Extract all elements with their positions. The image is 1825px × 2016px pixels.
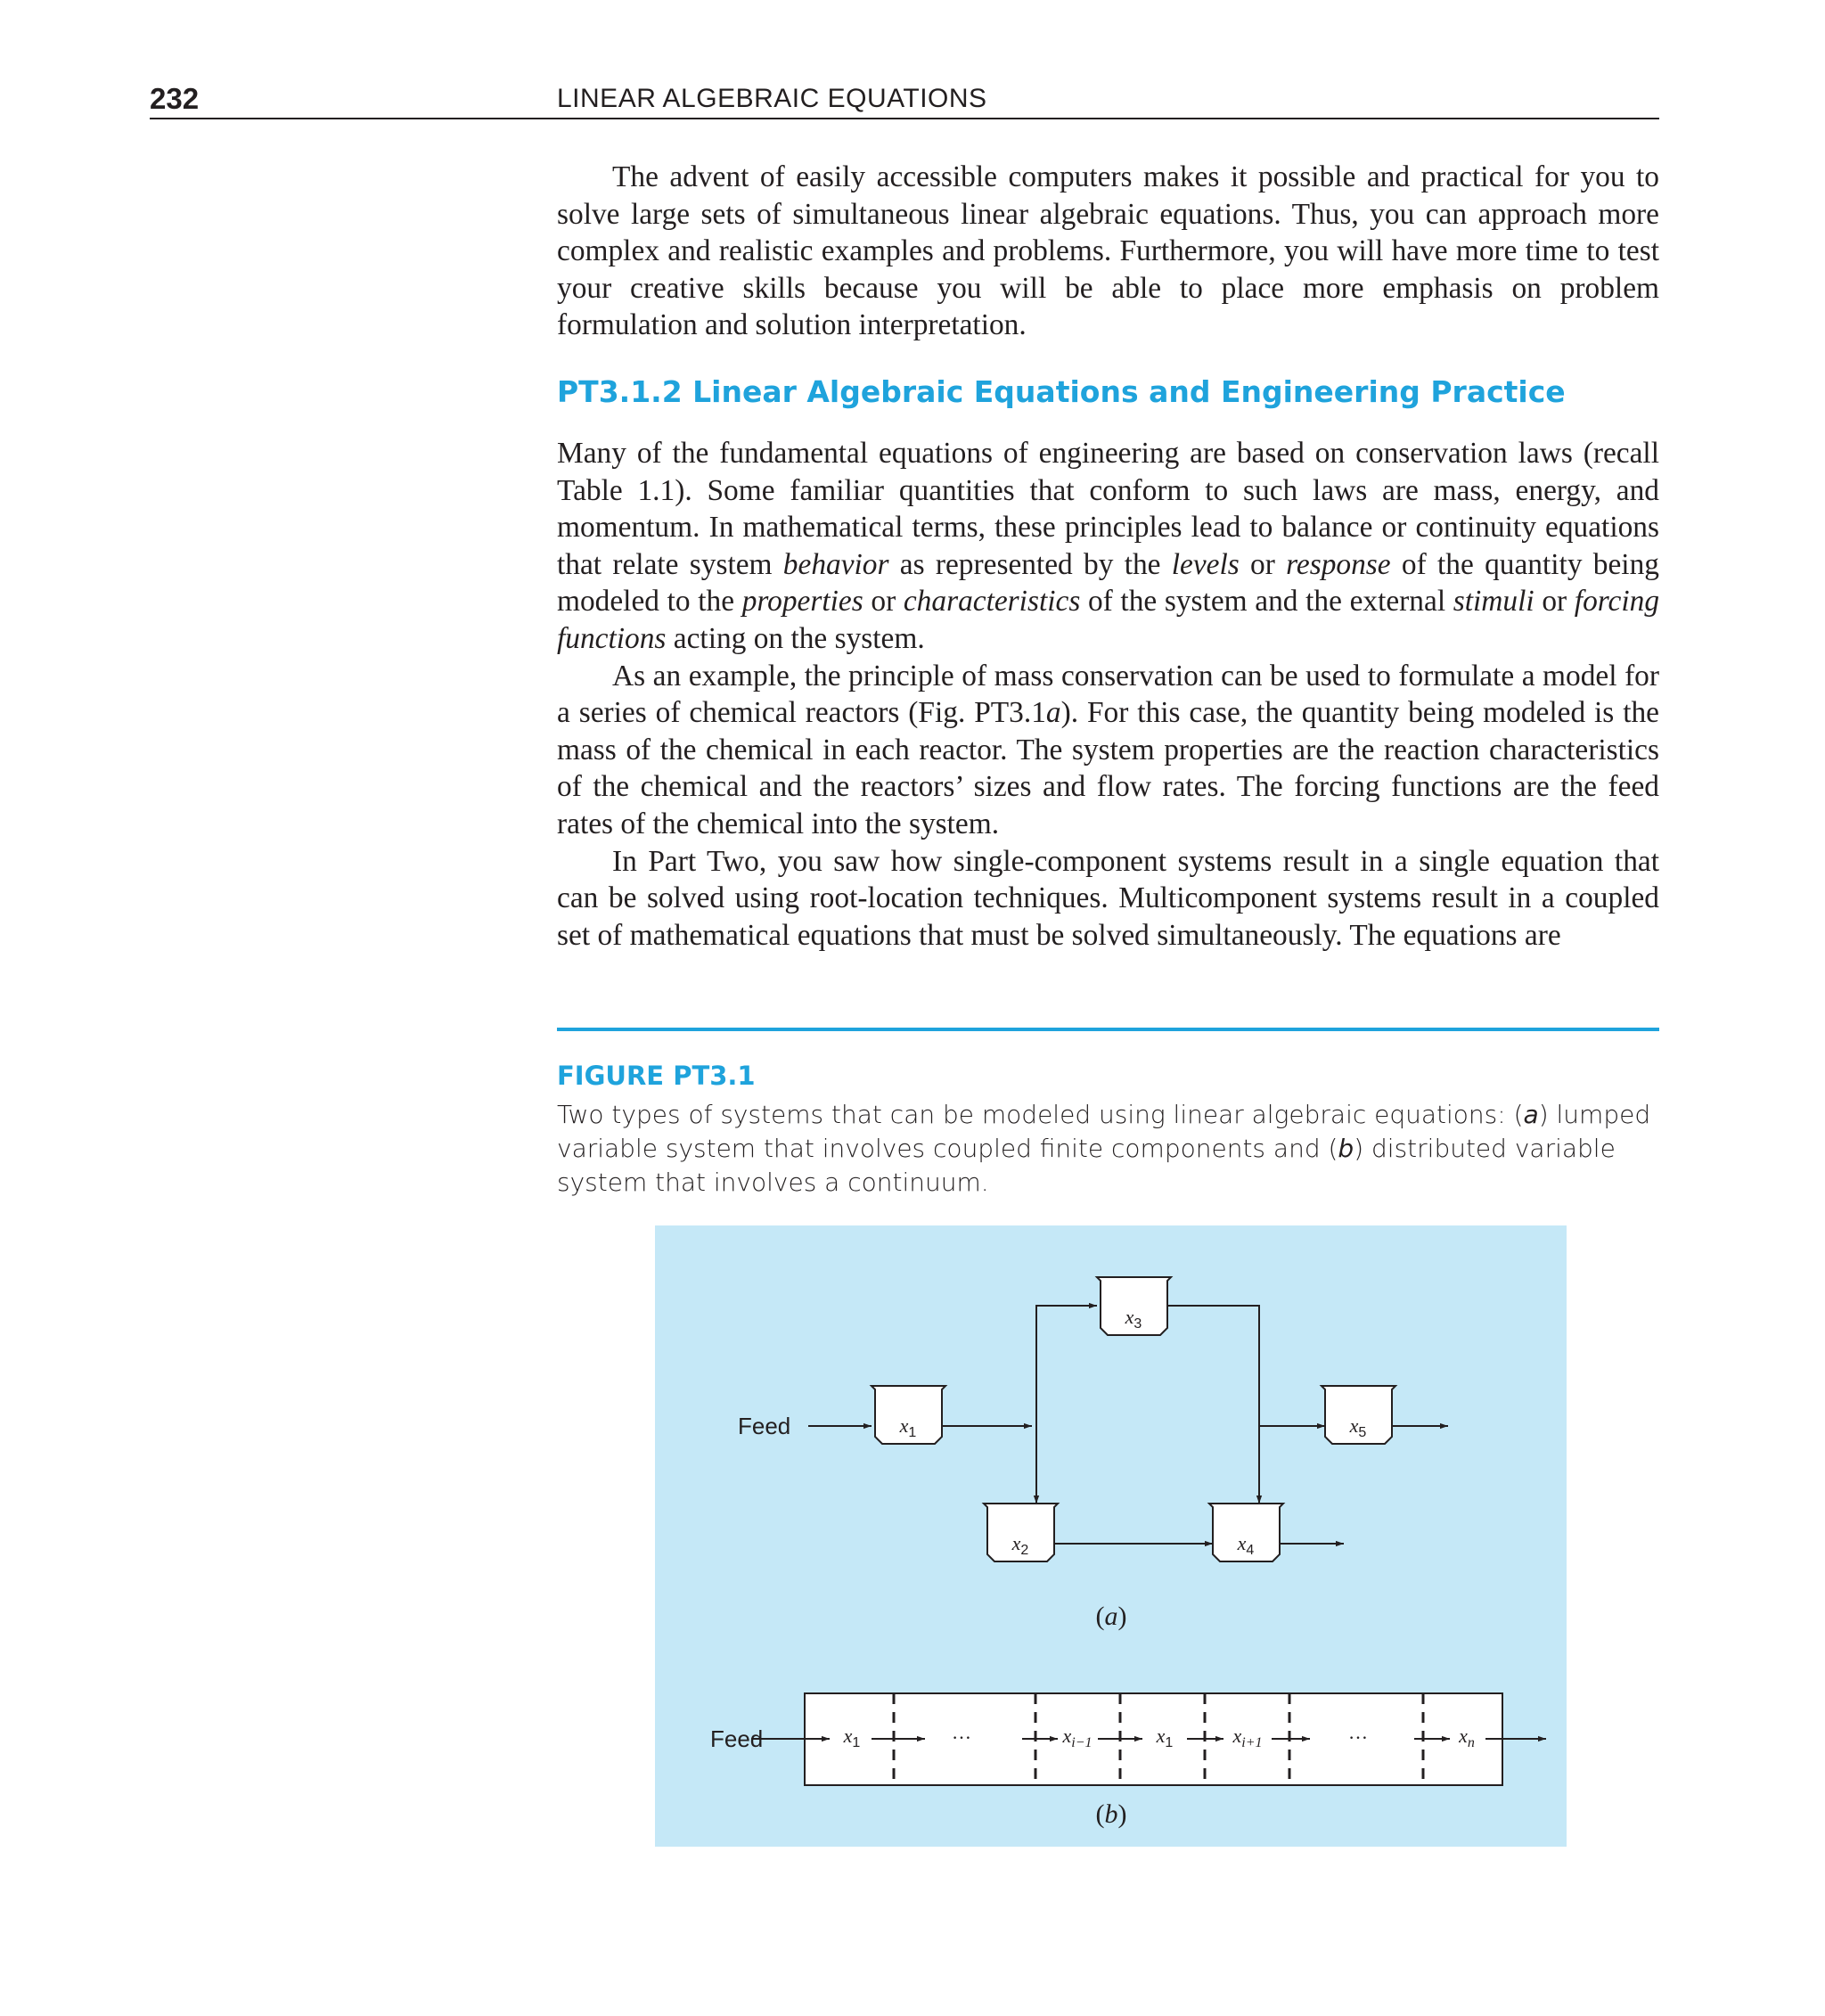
panel-label-b: (b) (1095, 1799, 1127, 1829)
paragraph-conservation-laws: Many of the fundamental equations of engineering are based on conservation laws (recall Table 1.1). Some familiar quantities that conform to such laws are mass, energy, and momentum. In mathematical terms, these principles lead to balance or continuity equations that relate system behavior as represented by the levels or response of the quantity being modeled to the properties or characteristics of the system and the external stimuli or forcing functions acting on the system. (557, 437, 1660, 655)
figure-label: FIGURE PT3.1 (557, 1061, 756, 1091)
running-title: LINEAR ALGEBRAIC EQUATIONS (557, 84, 987, 113)
term-response: response (1286, 547, 1391, 581)
cell-xi-minus-1: $x_{i-1}$ (1062, 1725, 1093, 1750)
page-number: 232 (150, 82, 200, 115)
term-stimuli: stimuli (1453, 585, 1534, 619)
section-heading: PT3.1.2 Linear Algebraic Equations and Engineering Practice (557, 374, 1566, 409)
term-forcing-functions: forcing functions (557, 585, 1660, 655)
reactor-x4 (1209, 1504, 1283, 1561)
term-behavior: behavior (782, 547, 889, 581)
svg-text:x3: $x_3$ (1125, 1306, 1142, 1332)
svg-text:x1: $x_1$ (899, 1414, 917, 1440)
term-properties: properties (741, 585, 863, 619)
feed-label-a: Feed (738, 1413, 791, 1439)
reactor-x3 (1097, 1277, 1171, 1335)
figure-diagram (655, 1225, 1567, 1847)
intro-block (557, 159, 1659, 344)
diagram-svg (655, 1225, 1567, 1847)
svg-text:x2: $x_2$ (1011, 1532, 1029, 1558)
paragraph-mass-conservation: As an example, the principle of mass conservation can be used to formulate a model for a series of chemical reactors (Fig. PT3.1a). For this case, the quantity being modeled is the mass of the chemical in each reactor. The system properties are the reaction characteristics of the chemical and the reactors’ sizes and flow rates. The forcing functions are the feed rates of the chemical into the system. (557, 659, 1659, 840)
cell-xn: $x_n$ (1459, 1725, 1475, 1750)
reactor-x2 (984, 1504, 1058, 1561)
cell-x1-middle: $x_1$ (1156, 1725, 1174, 1750)
paragraph-part-two: In Part Two, you saw how single-component systems result in a single equation that can be solved using root-location techniques. Multicomponent systems result in a coupled set of mathematical equations that must be solved simultaneously. The equations are (557, 844, 1659, 952)
reactor-x5 (1322, 1386, 1395, 1444)
figure-caption: Two types of systems that can be modeled using linear algebraic equations: (a) lumped variable system that involves coupled finite components and (b) distributed variable system that involves a continuum. (557, 1100, 1651, 1197)
term-levels: levels (1171, 547, 1240, 581)
panel-label-a: (a) (1095, 1602, 1127, 1631)
svg-text:x5: $x_5$ (1349, 1414, 1367, 1440)
header-rule (150, 118, 1659, 119)
reactor-x1 (872, 1386, 945, 1444)
continuum-reactor (710, 1693, 1546, 1785)
cell-xi-plus-1: $x_{i+1}$ (1232, 1725, 1263, 1750)
cell-ellipsis-1: … (952, 1721, 971, 1743)
figure-rule (557, 1028, 1659, 1031)
cell-x1: $x_1$ (843, 1725, 861, 1750)
cell-ellipsis-2: … (1348, 1721, 1368, 1743)
feed-label-b: Feed (710, 1725, 764, 1752)
svg-text:x4: $x_4$ (1237, 1532, 1255, 1558)
section-body (557, 435, 1659, 954)
intro-paragraph: The advent of easily accessible computers makes it possible and practical for you to solve large sets of simultaneous linear algebraic equations. Thus, you can approach more complex and realistic examples and problems. Furthermore, you will have more time to test your creative skills because you will be able to place more emphasis on problem formulation and solution interpretation. (557, 160, 1659, 342)
term-characteristics: characteristics (903, 585, 1081, 619)
